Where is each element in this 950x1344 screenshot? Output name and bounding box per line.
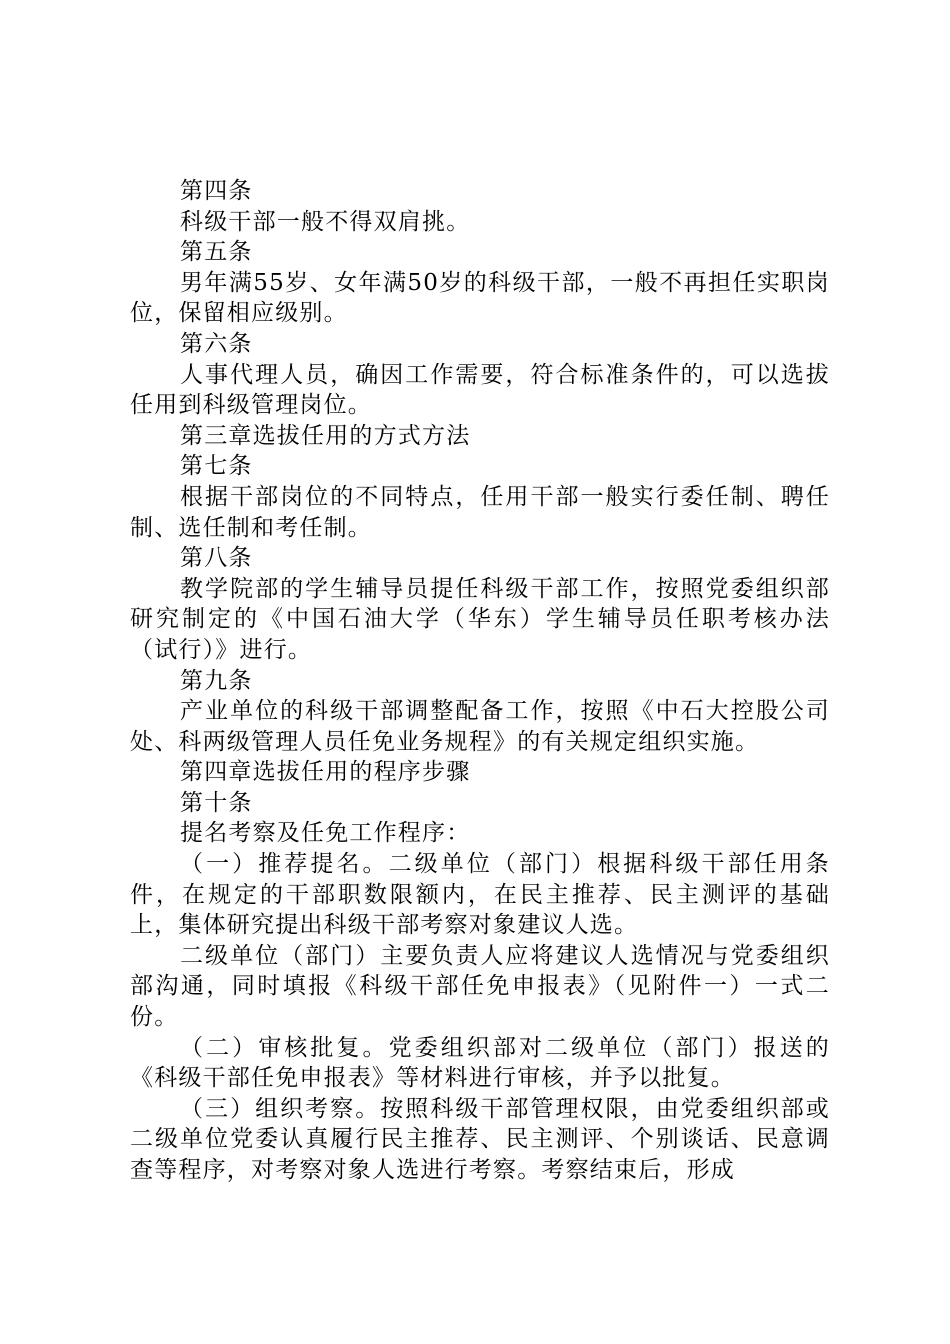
heading-chapter-4: 第四章选拔任用的程序步骤 [180, 759, 471, 786]
paragraph-article-4: 科级干部一般不得双肩挑。 [180, 208, 471, 235]
paragraph-article-5: 男年满55岁、女年满50岁的科级干部，一般不再担任实职岗位，保留相应级别。 [130, 269, 830, 327]
paragraph-step-1-detail: 二级单位（部门）主要负责人应将建议人选情况与党委组织部沟通，同时填报《科级干部任免申报表》（见附件一）一式二份。 [130, 942, 830, 1031]
paragraph-step-3: （三）组织考察。按照科级干部管理权限，由党委组织部或二级单位党委认真履行民主推荐、民主测评、个别谈话、民意调查等程序，对考察对象人选进行考察。考察结束后，形成 [130, 1095, 830, 1183]
document-page [130, 176, 830, 1186]
heading-article-9: 第九条 [180, 667, 253, 694]
paragraph-article-7: 根据干部岗位的不同特点，任用干部一般实行委任制、聘任制、选任制和考任制。 [130, 483, 830, 541]
heading-article-7: 第七条 [180, 453, 253, 480]
heading-article-6: 第六条 [180, 330, 253, 357]
paragraph-article-6: 人事代理人员，确因工作需要，符合标准条件的，可以选拔任用到科级管理岗位。 [130, 361, 830, 419]
heading-article-10: 第十条 [180, 789, 253, 816]
paragraph-step-2: （二）审核批复。党委组织部对二级单位（部门）报送的《科级干部任免申报表》等材料进行审核，并予以批复。 [130, 1034, 830, 1092]
paragraph-step-1: （一）推荐提名。二级单位（部门）根据科级干部任用条件，在规定的干部职数限额内，在民主推荐、民主测评的基础上，集体研究提出科级干部考察对象建议人选。 [130, 851, 830, 939]
paragraph-article-8: 教学院部的学生辅导员提任科级干部工作，按照党委组织部研究制定的《中国石油大学（华东）学生辅导员任职考核办法（试行）》进行。 [130, 575, 830, 663]
heading-chapter-3: 第三章选拔任用的方式方法 [180, 422, 471, 449]
heading-article-5: 第五条 [180, 239, 253, 266]
paragraph-article-10-intro: 提名考察及任免工作程序： [180, 820, 471, 847]
paragraph-article-9: 产业单位的科级干部调整配备工作，按照《中石大控股公司处、科两级管理人员任免业务规程》的有关规定组织实施。 [130, 698, 830, 755]
heading-article-4: 第四条 [180, 178, 253, 204]
heading-article-8: 第八条 [180, 545, 253, 572]
